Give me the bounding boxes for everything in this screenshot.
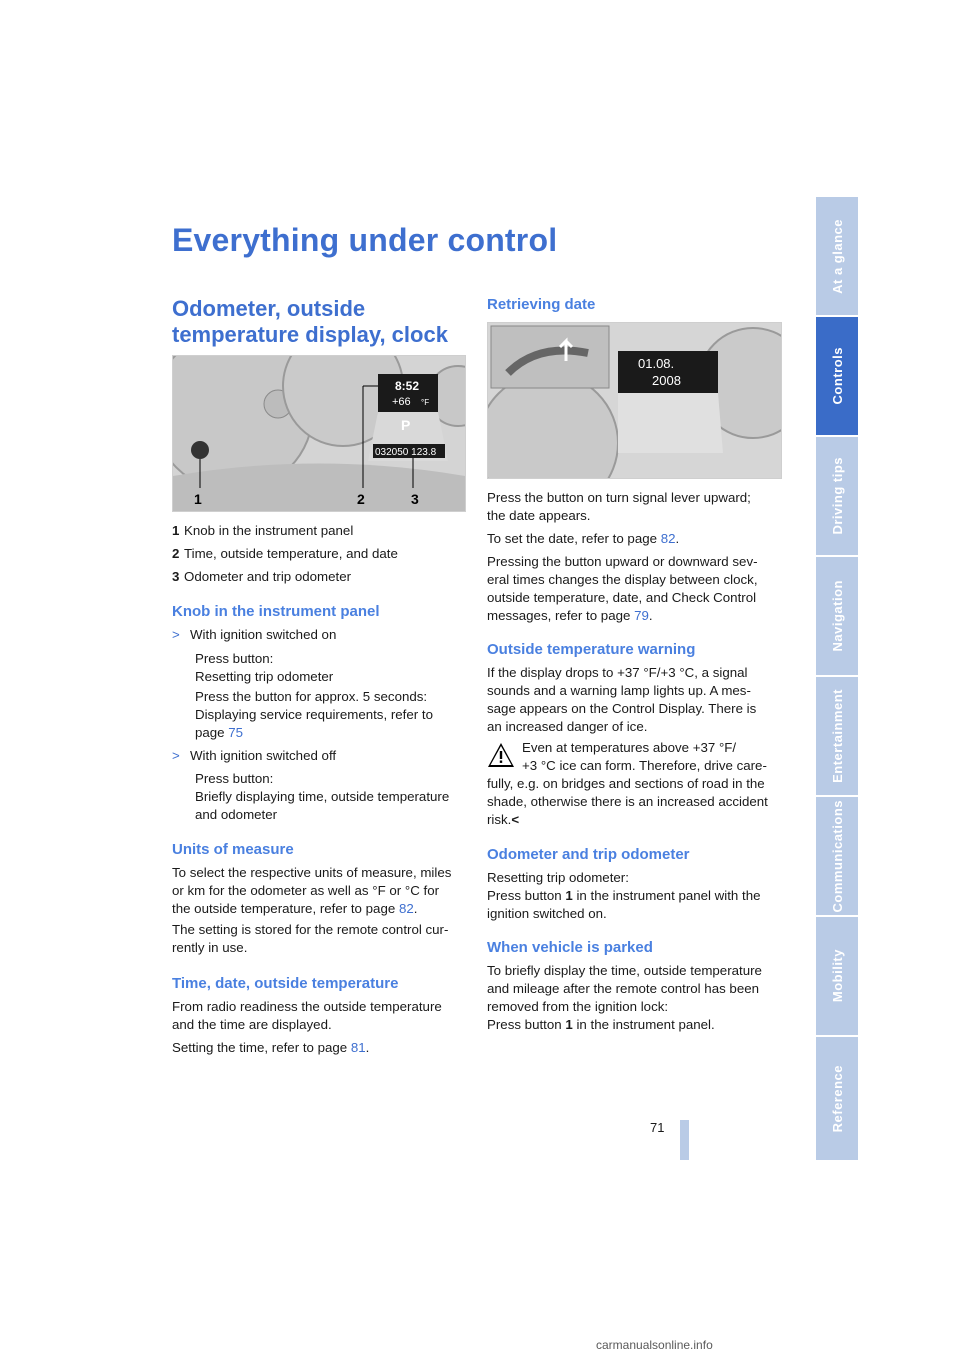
callout-1: 1 [194, 491, 202, 507]
date-text: Pressing the button upward or downward sev- eral times changes the display between clock, outside temperature, date, and Check Control messages, refer to page 79. [487, 554, 758, 623]
parked-heading: When vehicle is parked [487, 939, 653, 956]
legend-item: 2 Time, outside temperature, and date [172, 546, 398, 561]
page-link[interactable]: 79 [634, 608, 649, 623]
units-text: The setting is stored for the remote control cur- rently in use. [172, 922, 449, 955]
page-marker-bar [680, 1120, 689, 1160]
warning-text: If the display drops to +37 °F/+3 °C, a signal sounds and a warning lamp lights up. A mes- sage appears on the Control Display. There is an increased danger of ice. [487, 665, 757, 734]
instrument-panel-figure [172, 355, 466, 512]
legend-item: 3 Odometer and trip odometer [172, 569, 352, 584]
turn-signal-figure [487, 322, 782, 479]
section-title [172, 296, 448, 348]
odometer-readout: 032050 123.8 [375, 447, 437, 458]
odometer-text: Resetting trip odometer: Press button 1 in the instrument panel with the ignition switched on. [487, 870, 761, 921]
footer-watermark: carmanualsonline.info [596, 1338, 713, 1352]
tab-at-a-glance[interactable]: At a glance [816, 197, 858, 315]
time-text: From radio readiness the outside temperature and the time are displayed. [172, 999, 442, 1032]
callout-3: 3 [411, 491, 419, 507]
section-title-line-2: temperature display, clock [172, 322, 448, 347]
date-heading: Retrieving date [487, 296, 596, 313]
odometer-heading: Odometer and trip odometer [487, 846, 690, 863]
units-heading: Units of measure [172, 841, 294, 858]
section-title-line-1: Odometer, outside [172, 296, 366, 321]
units-text: To select the respective units of measure, miles or km for the odometer as well as °F or °C for the outside temperature, refer to page 82. [172, 865, 452, 916]
bullet-item: > With ignition switched on [172, 627, 337, 642]
gear-indicator: P [401, 417, 411, 433]
legend-item: 1 Knob in the instrument panel [172, 523, 354, 538]
time-text: Setting the time, refer to page 81. [172, 1040, 370, 1055]
knob-heading: Knob in the instrument panel [172, 603, 380, 620]
caution-text: fully, e.g. on bridges and sections of road in the shade, otherwise there is an increased accident risk.< [487, 776, 768, 827]
tab-navigation[interactable]: Navigation [816, 557, 858, 675]
parked-text: To briefly display the time, outside temperature and mileage after the remote control has been removed from the ignition lock: Press button 1 in the instrument panel. [487, 963, 762, 1032]
date-text: To set the date, refer to page 82. [487, 531, 680, 546]
tab-mobility[interactable]: Mobility [816, 917, 858, 1035]
knob-text: Press button: Briefly displaying time, outside temperature and odometer [195, 771, 450, 822]
year-readout: 2008 [652, 373, 681, 388]
knob-text: Press button: Resetting trip odometer [195, 651, 334, 684]
page-link[interactable]: 81 [350, 1040, 366, 1055]
date-text: Press the button on turn signal lever upward; the date appears. [487, 490, 751, 523]
clock-readout: 8:52 [395, 379, 420, 393]
instrument-panel-illustration [173, 356, 465, 511]
temp-readout: +66 [392, 396, 411, 408]
tab-reference[interactable]: Reference [816, 1037, 858, 1160]
caution-text: Even at temperatures above +37 °F/ +3 °C ice can form. Therefore, drive care- [522, 740, 767, 773]
tab-controls[interactable]: Controls [816, 317, 858, 435]
warning-heading: Outside temperature warning [487, 641, 696, 658]
page-link[interactable]: 82 [660, 531, 676, 546]
caution-icon [487, 742, 515, 768]
page-link[interactable]: 75 [228, 725, 244, 740]
tab-communications[interactable]: Communications [816, 797, 858, 915]
time-heading: Time, date, outside temperature [172, 975, 399, 992]
temp-unit: °F [421, 398, 430, 407]
callout-2: 2 [357, 491, 365, 507]
page-title: Everything under control [172, 222, 558, 258]
page-number: 71 [650, 1120, 665, 1135]
date-readout: 01.08. [638, 356, 675, 371]
turn-signal-illustration [488, 323, 781, 478]
tab-entertainment[interactable]: Entertainment [816, 677, 858, 795]
tab-driving-tips[interactable]: Driving tips [816, 437, 858, 555]
end-marker: < [511, 812, 520, 827]
knob-text: Press the button for approx. 5 seconds: Displaying service requirements, refer to page 75 [195, 689, 433, 740]
bullet-item: > With ignition switched off [172, 748, 337, 763]
page-link[interactable]: 82 [398, 901, 414, 916]
